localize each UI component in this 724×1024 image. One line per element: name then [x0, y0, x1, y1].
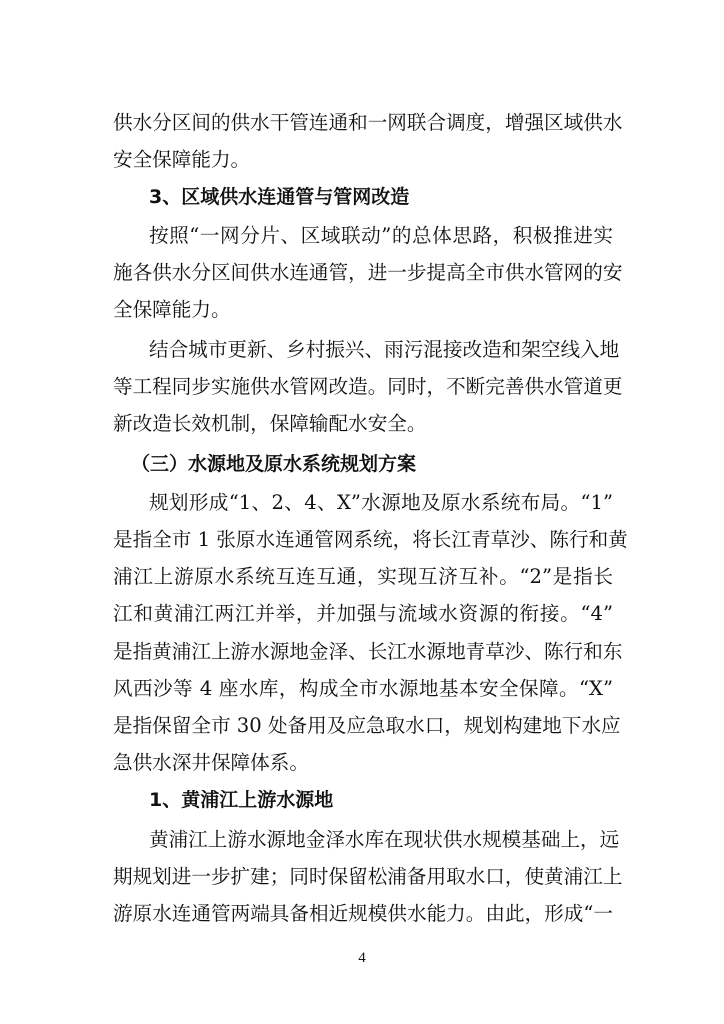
body-line: 是指黄浦江上游水源地金泽、长江水源地青草沙、陈行和东 — [113, 640, 623, 663]
body-line: 是指保留全市 30 处备用及应急取水口，规划构建地下水应 — [113, 714, 621, 737]
body-line: 结合城市更新、乡村振兴、雨污混接改造和架空线入地 — [149, 338, 620, 361]
body-line: 全保障能力。 — [113, 298, 231, 321]
body-line: 急供水深井保障体系。 — [113, 751, 309, 774]
section-heading: 3、区域供水连通管与管网改造 — [149, 186, 410, 208]
section-heading: （三）水源地及原水系统规划方案 — [131, 453, 417, 475]
body-line: 游原水连通管两端具备相近规模供水能力。由此，形成“一 — [113, 902, 613, 925]
body-line: 江和黄浦江两江并举，并加强与流域水资源的衔接。“4” — [113, 602, 613, 625]
section-heading: 1、黄浦江上游水源地 — [149, 789, 334, 811]
body-line: 规划形成“1、2、4、X”水源地及原水系统布局。“1” — [149, 491, 613, 514]
page-number: 4 — [358, 950, 366, 966]
body-line: 期规划进一步扩建；同时保留松浦备用取水口，使黄浦江上 — [113, 865, 623, 888]
body-line: 风西沙等 4 座水库，构成全市水源地基本安全保障。“X” — [113, 677, 613, 700]
body-line: 施各供水分区间供水连通管，进一步提高全市供水管网的安 — [113, 261, 623, 284]
body-line: 供水分区间的供水干管连通和一网联合调度，增强区域供水 — [113, 111, 623, 134]
body-line: 浦江上游原水系统互连互通，实现互济互补。“2”是指长 — [113, 565, 613, 588]
body-line: 安全保障能力。 — [113, 148, 251, 171]
body-line: 按照“一网分片、区域联动”的总体思路，积极推进实 — [149, 224, 613, 247]
body-line: 等工程同步实施供水管网改造。同时，不断完善供水管道更 — [113, 375, 623, 398]
body-line: 黄浦江上游水源地金泽水库在现状供水规模基础上，远 — [149, 828, 620, 851]
body-line: 是指全市 1 张原水连通管网系统，将长江青草沙、陈行和黄 — [113, 528, 628, 551]
body-line: 新改造长效机制，保障输配水安全。 — [113, 412, 427, 435]
